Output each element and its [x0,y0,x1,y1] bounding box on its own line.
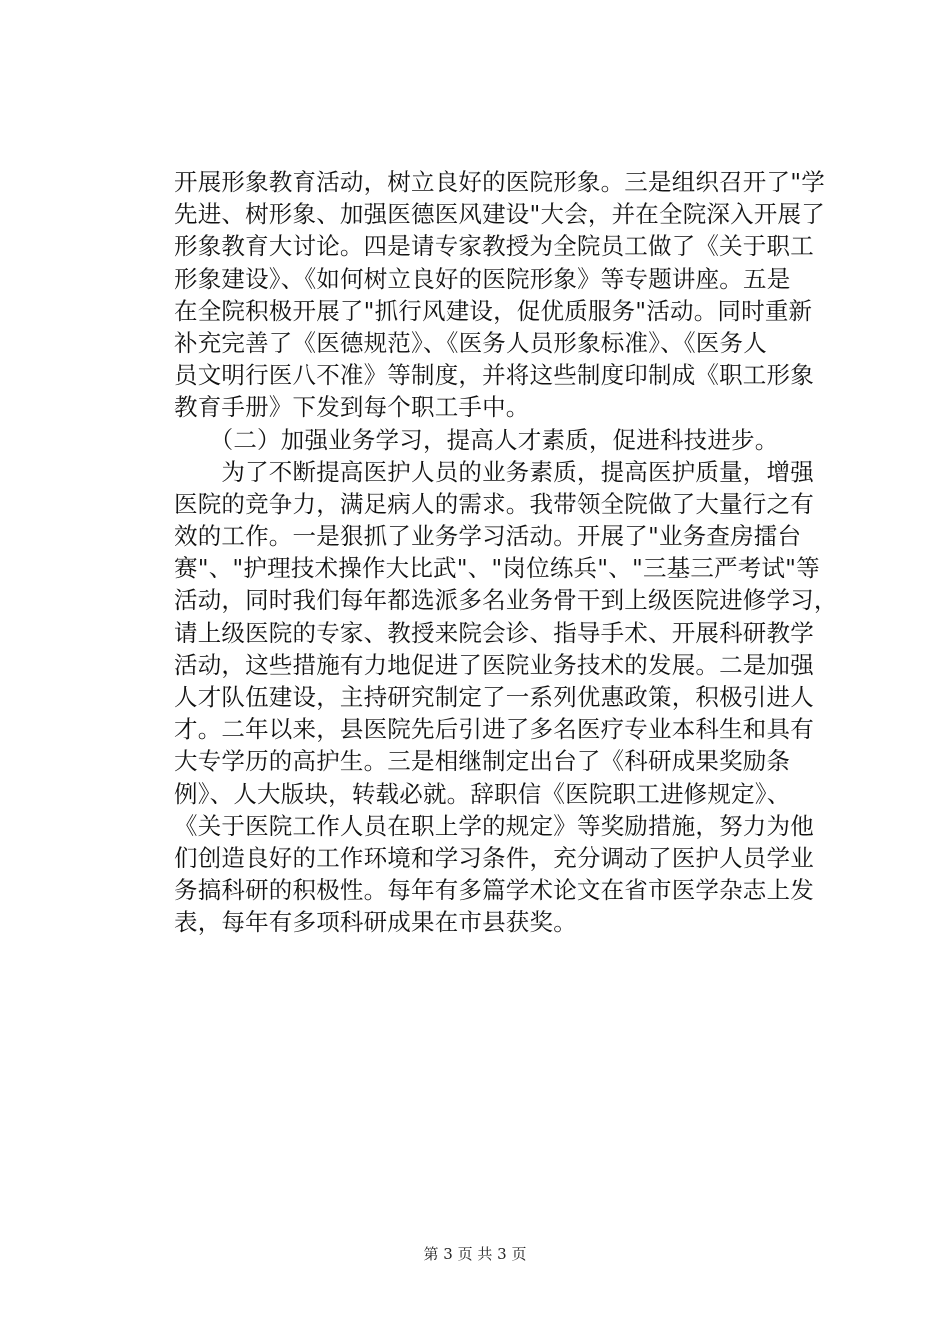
section-heading: （二）加强业务学习，提高人才素质，促进科技进步。 [174,425,779,454]
text-line: 例》、人大版块，转载必就。辞职信《医院职工进修规定》、 [174,779,791,808]
text-line: 教育手册》下发到每个职工手中。 [174,393,530,422]
text-line: 形象建设》、《如何树立良好的医院形象》等专题讲座。五是 [174,264,791,293]
text-line: 们创造良好的工作环境和学习条件，充分调动了医护人员学业 [174,843,814,872]
text-line: 活动，同时我们每年都选派多名业务骨干到上级医院进修学习， [174,586,838,615]
text-line: 赛"、"护理技术操作大比武"、"岗位练兵"、"三基三严考试"等 [174,554,820,583]
text-line: 开展形象教育活动，树立良好的医院形象。三是组织召开了"学 [174,168,825,196]
text-line: 补充完善了《医德规范》、《医务人员形象标准》、《医务人 [174,328,767,357]
text-line: 在全院积极开展了"抓行风建设，促优质服务"活动。同时重新 [174,296,813,325]
text-line: 务搞科研的积极性。每年有多篇学术论文在省市医学杂志上发 [174,876,814,905]
document-body [174,166,838,939]
text-line: 形象教育大讨论。四是请专家教授为全院员工做了《关于职工 [174,232,814,261]
text-line: 人才队伍建设，主持研究制定了一系列优惠政策，积极引进人 [174,683,814,711]
text-line: 为了不断提高医护人员的业务素质，提高医护质量，增强 [174,457,814,486]
text-line: 才。二年以来，县医院先后引进了多名医疗专业本科生和具有 [174,715,814,744]
text-line: 活动，这些措施有力地促进了医院业务技术的发展。二是加强 [174,650,814,679]
page-number-footer: 第 3 页 共 3 页 [423,1245,527,1263]
text-line: 先进、树形象、加强医德医风建设"大会，并在全院深入开展了 [174,200,825,229]
text-line: 医院的竞争力，满足病人的需求。我带领全院做了大量行之有 [174,489,814,518]
text-line: 员文明行医八不准》等制度，并将这些制度印制成《职工形象 [174,361,814,390]
text-line: 效的工作。一是狠抓了业务学习活动。开展了"业务查房擂台 [174,522,802,551]
text-line: 表，每年有多项科研成果在市县获奖。 [174,908,577,937]
text-line: 请上级医院的专家、教授来院会诊、指导手术、开展科研教学 [174,618,814,647]
text-line: 大专学历的高护生。三是相继制定出台了《科研成果奖励条 [174,747,791,776]
text-line: 《关于医院工作人员在职上学的规定》等奖励措施，努力为他 [174,811,814,840]
